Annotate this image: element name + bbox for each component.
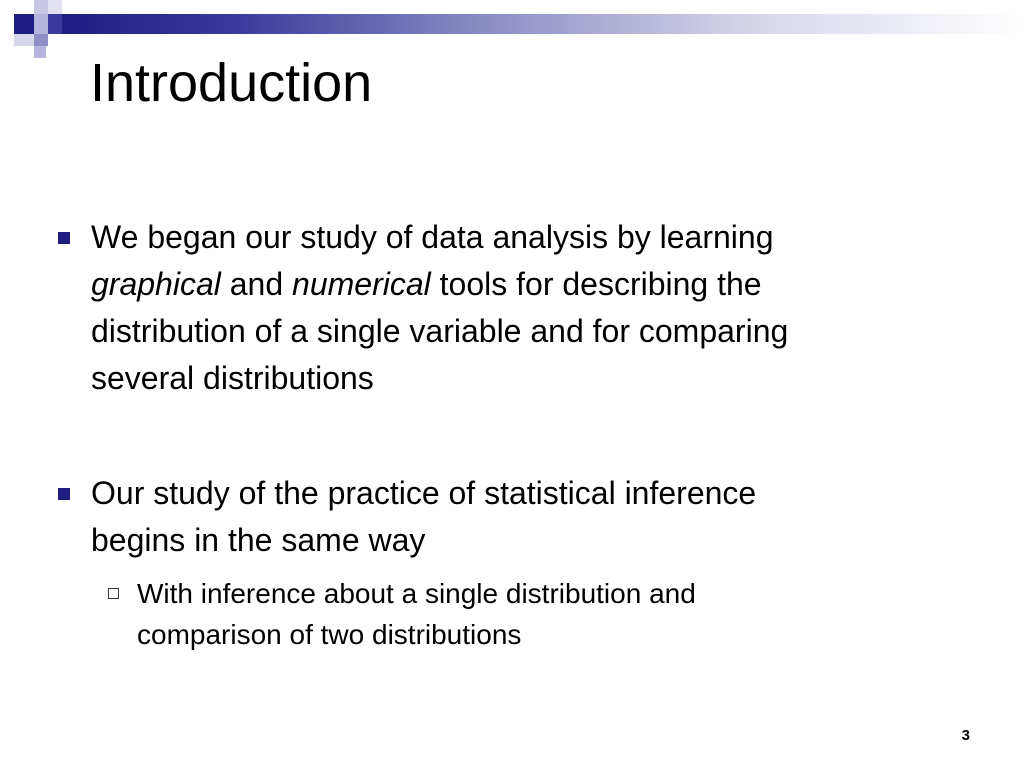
- bullet-2-line-1: Our study of the practice of statistical inference: [91, 475, 757, 511]
- slide-title: Introduction: [90, 53, 373, 113]
- deco-square-light-3: [14, 34, 34, 46]
- deco-square-light-4: [34, 46, 46, 58]
- deco-square-dark-1: [14, 14, 34, 34]
- bullet-1-line-1: We began our study of data analysis by learning: [91, 219, 774, 255]
- sub-bullet-line-2: comparison of two distributions: [137, 619, 522, 650]
- sub-bullet-item: [137, 573, 997, 655]
- page-number: 3: [961, 727, 970, 744]
- bullet-1-line-2: graphical and numerical tools for describing the: [91, 266, 762, 302]
- bullet-2-line-2: begins in the same way: [91, 522, 426, 558]
- sub-bullet-marker: [108, 588, 119, 599]
- deco-square-light-1: [34, 0, 48, 14]
- bullet-item-2: [91, 470, 991, 564]
- deco-square-dark-2: [48, 14, 62, 34]
- bullet-item-1: [91, 214, 991, 402]
- deco-square-mid-1: [34, 14, 48, 34]
- bullet-1-line-3: distribution of a single variable and for comparing: [91, 313, 789, 349]
- bullet-1-line-4: several distributions: [91, 360, 374, 396]
- deco-square-mid-2: [34, 34, 48, 46]
- deco-square-light-2: [48, 0, 62, 14]
- header-gradient-bar: [62, 14, 1024, 34]
- bullet-marker-2: [58, 488, 70, 500]
- bullet-marker-1: [58, 232, 70, 244]
- sub-bullet-line-1: With inference about a single distribution and: [137, 578, 696, 609]
